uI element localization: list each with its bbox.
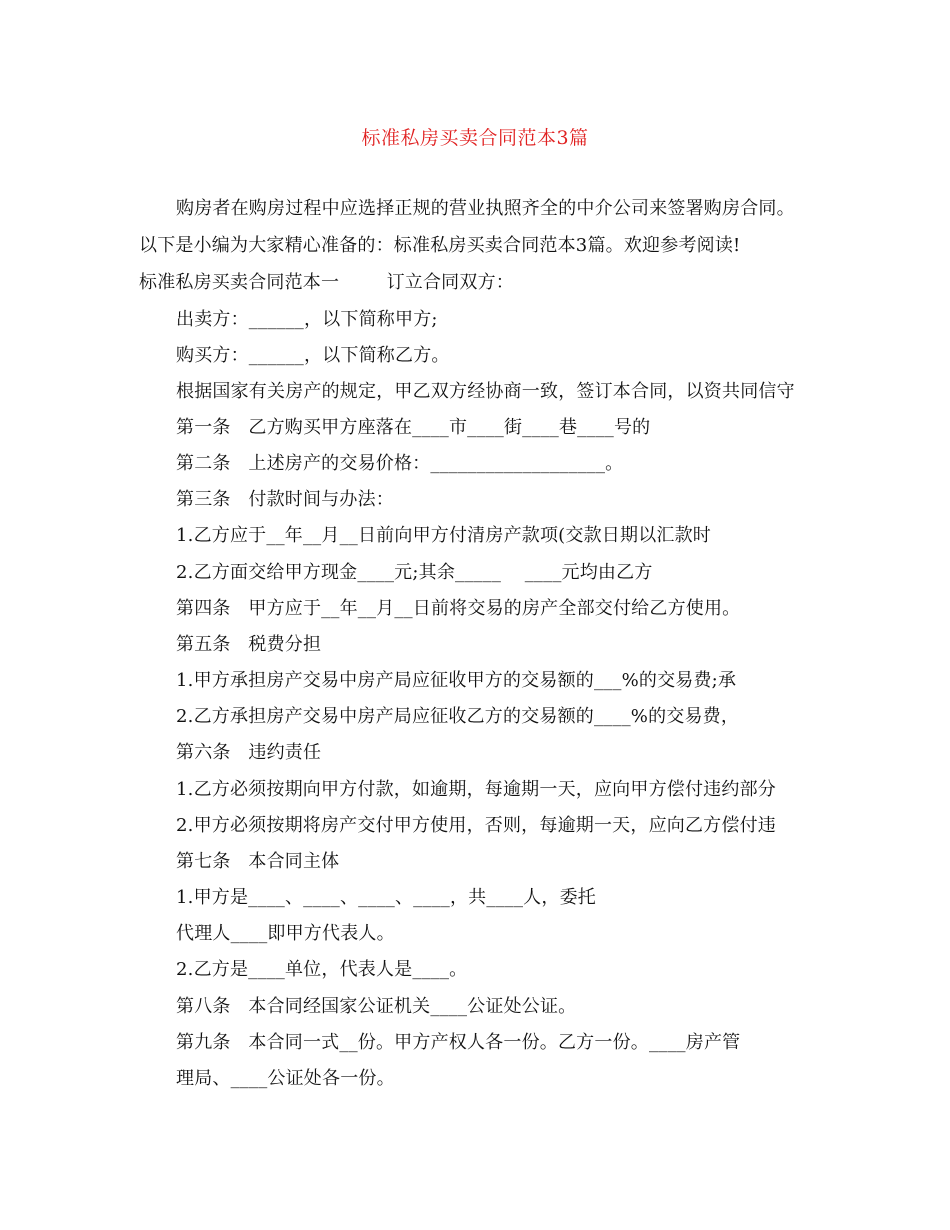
document-title: 标准私房买卖合同范本3篇 bbox=[361, 127, 589, 149]
paragraph-line: 1.甲方是____、____、____、____，共____人，委托 bbox=[176, 887, 596, 908]
paragraph-line: 第五条 税费分担 bbox=[176, 634, 322, 655]
paragraph-line: 第九条 本合同一式__份。甲方产权人各一份。乙方一份。____房产管 bbox=[176, 1032, 741, 1053]
paragraph-line: 第三条 付款时间与办法： bbox=[176, 489, 394, 510]
paragraph-line: 1.乙方应于__年__月__日前向甲方付清房产款项(交款日期以汇款时 bbox=[176, 525, 711, 546]
paragraph-line: 1.甲方承担房产交易中房产局应征收甲方的交易额的___%的交易费;承 bbox=[176, 670, 737, 691]
paragraph-line: 2.乙方面交给甲方现金____元;其余_____ ____元均由乙方 bbox=[176, 562, 653, 583]
paragraph-line: 2.甲方必须按期将房产交付甲方使用，否则，每逾期一天，应向乙方偿付违 bbox=[176, 815, 776, 836]
paragraph-line: 购房者在购房过程中应选择正规的营业执照齐全的中介公司来签署购房合同。 bbox=[176, 198, 795, 219]
paragraph-line: 第四条 甲方应于__年__月__日前将交易的房产全部交付给乙方使用。 bbox=[176, 598, 741, 619]
paragraph-line: 第二条 上述房产的交易价格：___________________。 bbox=[176, 453, 624, 474]
paragraph-line: 2.乙方是____单位，代表人是____。 bbox=[176, 959, 468, 980]
paragraph-line: 代理人____即甲方代表人。 bbox=[176, 923, 395, 944]
paragraph-line: 以下是小编为大家精心准备的：标准私房买卖合同范本3篇。欢迎参考阅读! bbox=[139, 235, 741, 256]
paragraph-line: 第六条 违约责任 bbox=[176, 742, 322, 763]
paragraph-line: 标准私房买卖合同范本一 订立合同双方： bbox=[139, 272, 514, 293]
paragraph-line: 根据国家有关房产的规定，甲乙双方经协商一致，签订本合同，以资共同信守 bbox=[176, 381, 795, 402]
paragraph-line: 理局、____公证处各一份。 bbox=[176, 1068, 395, 1089]
paragraph-line: 购买方：______，以下简称乙方。 bbox=[176, 345, 450, 366]
paragraph-line: 第七条 本合同主体 bbox=[176, 851, 340, 872]
paragraph-line: 2.乙方承担房产交易中房产局应征收乙方的交易额的____%的交易费， bbox=[176, 706, 740, 727]
paragraph-line: 出卖方：______，以下简称甲方; bbox=[176, 309, 438, 330]
paragraph-line: 第一条 乙方购买甲方座落在____市____街____巷____号的 bbox=[176, 417, 651, 438]
paragraph-line: 1.乙方必须按期向甲方付款，如逾期，每逾期一天，应向甲方偿付违约部分 bbox=[176, 779, 776, 800]
paragraph-line: 第八条 本合同经国家公证机关____公证处公证。 bbox=[176, 996, 577, 1017]
